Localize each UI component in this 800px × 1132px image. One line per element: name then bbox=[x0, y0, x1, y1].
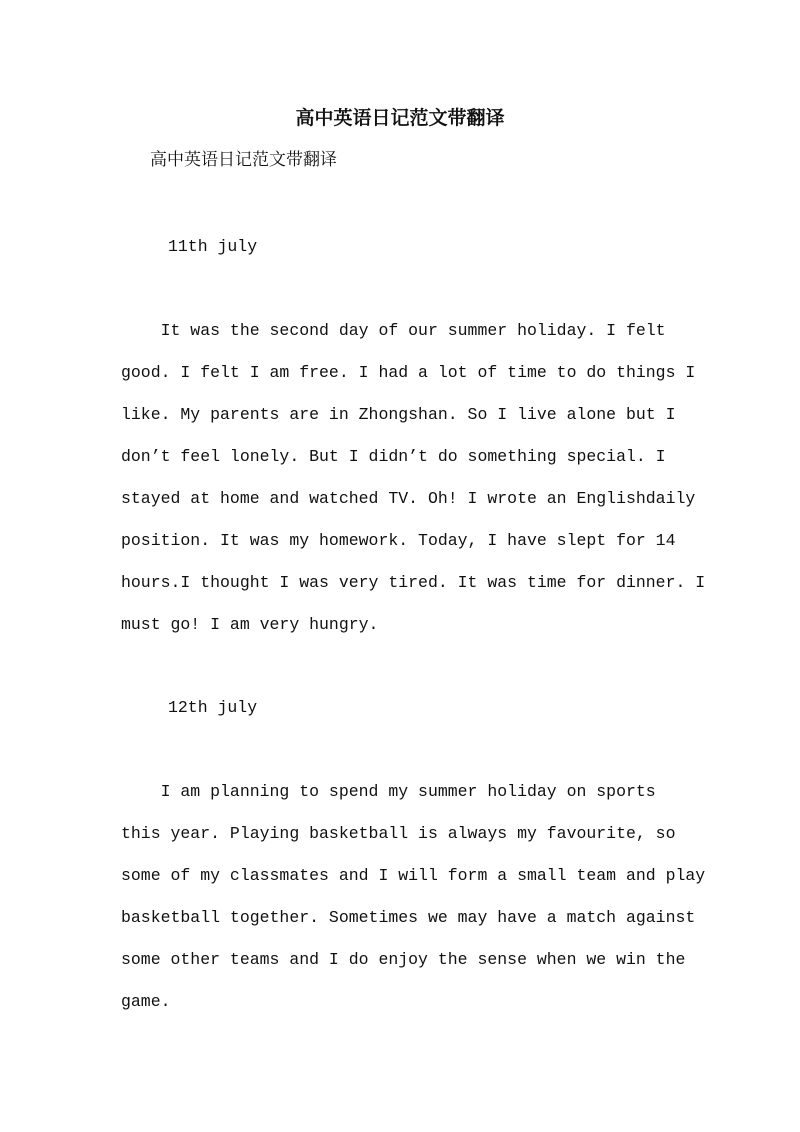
entry-line: game. bbox=[121, 992, 171, 1011]
entry-line: don’t feel lonely. But I didn’t do something special. I bbox=[121, 447, 666, 466]
entry-line: like. My parents are in Zhongshan. So I live alone but I bbox=[121, 405, 676, 424]
entry-line: some of my classmates and I will form a small team and play bbox=[121, 866, 706, 885]
entry-line: stayed at home and watched TV. Oh! I wrote an Englishdaily bbox=[121, 489, 696, 508]
entry-date: 11th july bbox=[168, 237, 258, 256]
entry-line: good. I felt I am free. I had a lot of time to do things I bbox=[121, 363, 696, 382]
entry-date: 12th july bbox=[168, 698, 258, 717]
entry-line: some other teams and I do enjoy the sense when we win the bbox=[121, 950, 686, 969]
entry-line: this year. Playing basketball is always my favourite, so bbox=[121, 824, 676, 843]
entry-line: hours.I thought I was very tired. It was time for dinner. I bbox=[121, 573, 706, 592]
entry-line: I am planning to spend my summer holiday on sports bbox=[121, 782, 656, 801]
entry-line: It was the second day of our summer holiday. I felt bbox=[121, 321, 666, 340]
entry-line: basketball together. Sometimes we may have a match against bbox=[121, 908, 696, 927]
entry-line: position. It was my homework. Today, I have slept for 14 bbox=[121, 531, 676, 550]
entry-line: must go! I am very hungry. bbox=[121, 615, 379, 634]
document-title: 高中英语日记范文带翻译 bbox=[295, 107, 505, 129]
document-subtitle: 高中英语日记范文带翻译 bbox=[150, 150, 337, 170]
